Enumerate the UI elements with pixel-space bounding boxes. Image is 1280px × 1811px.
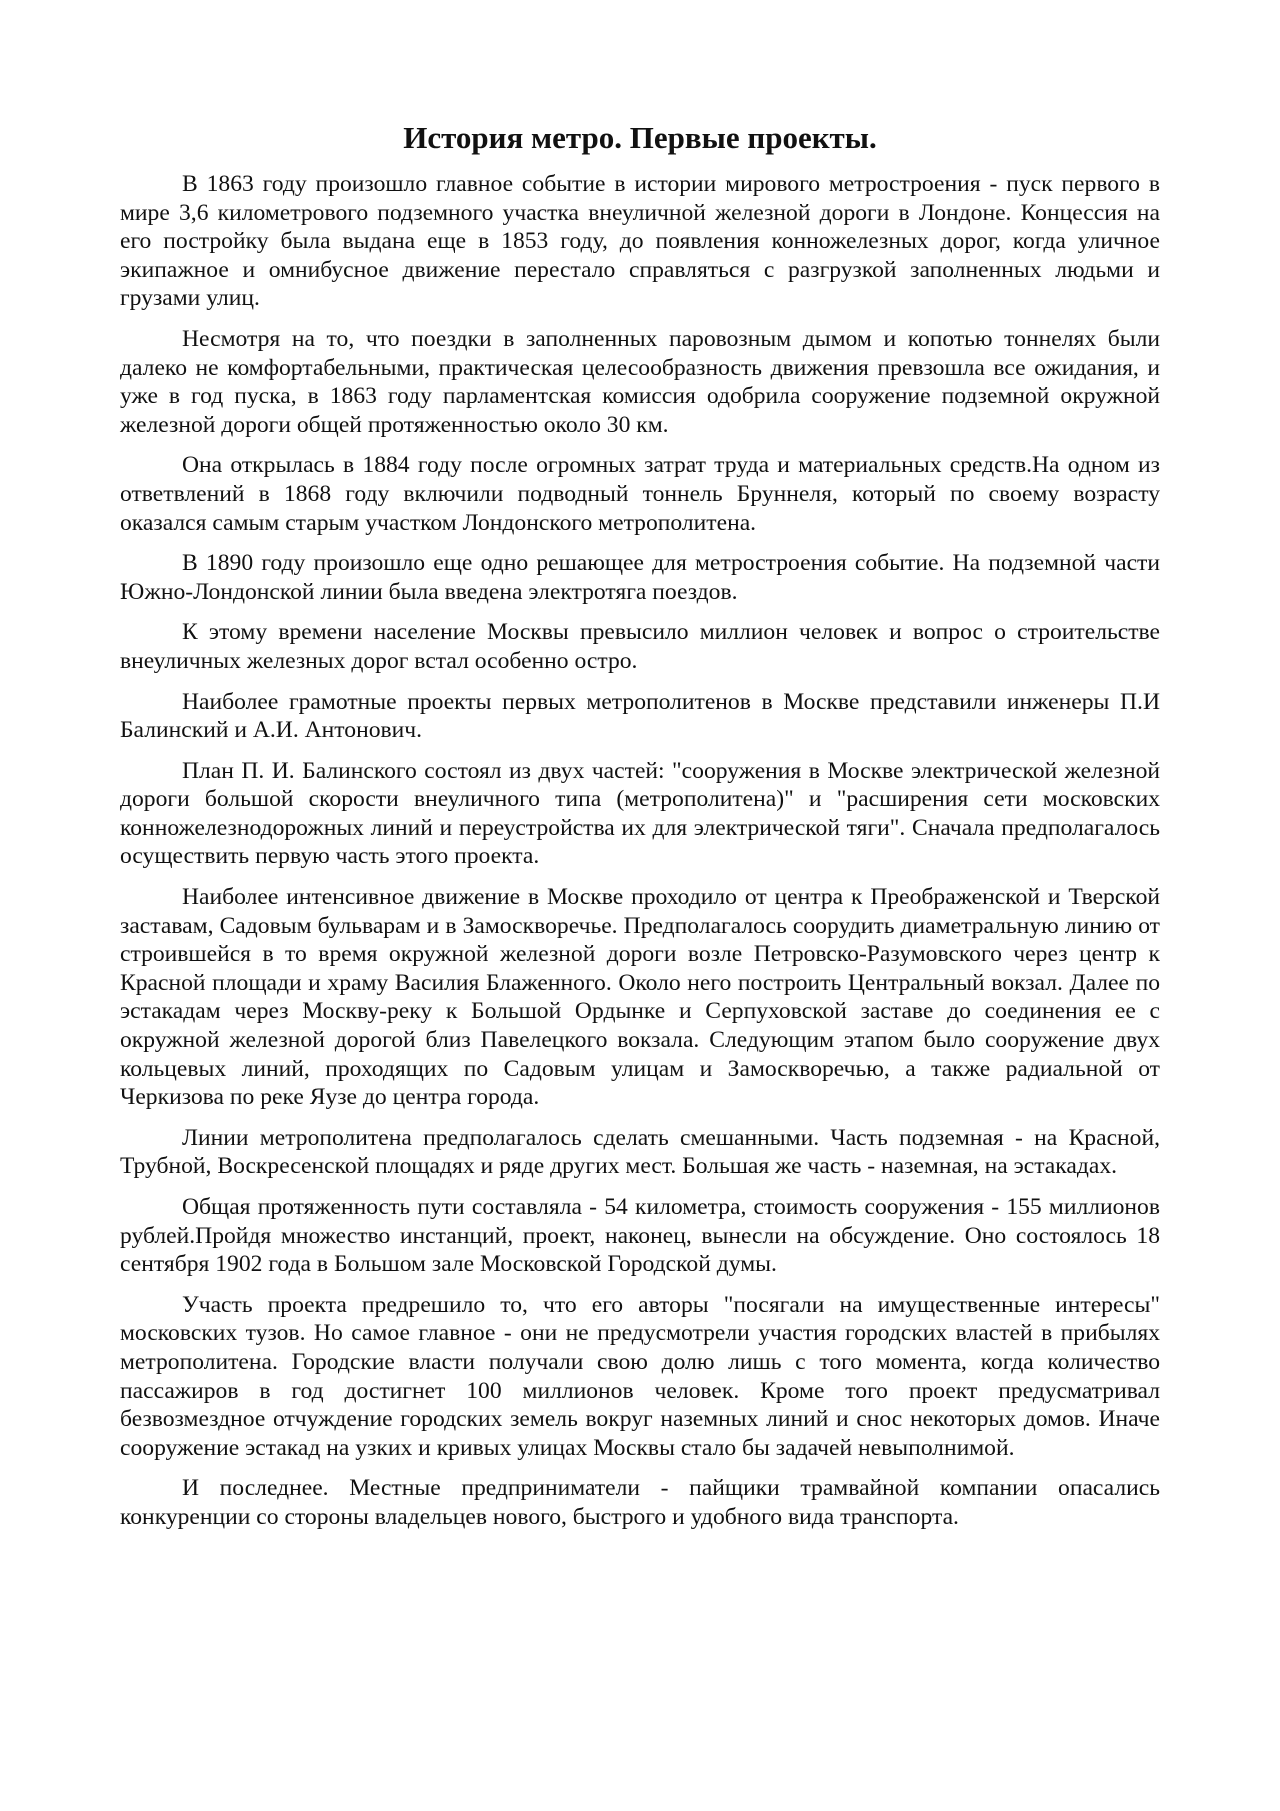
paragraph-12: И последнее. Местные предприниматели - пайщики трамвайной компании опасались конкуренции со стороны владельцев нового, быстрого и удобного вида транспорта.: [120, 1475, 1160, 1530]
paragraph-7: План П. И. Балинского состоял из двух частей: "сооружения в Москве электрической железной дороги большой скорости внеуличного типа (метрополитена)" и "расширения сети московских конножелезнодорожных линий и переустройства их для электрической тяги". Сначала предполагалось осуществить первую часть этого проекта.: [120, 757, 1160, 870]
paragraph-3: Она открылась в 1884 году после огромных затрат труда и материальных средств.На одном из ответвлений в 1868 году включили подводный тоннель Бруннеля, который по своему возрасту оказался самым старым участком Лондонского метрополитена.: [120, 452, 1160, 536]
paragraph-6: Наиболее грамотные проекты первых метрополитенов в Москве представили инженеры П.И Балинский и А.И. Антонович.: [120, 688, 1160, 744]
document-page: [120, 118, 1160, 1544]
document-title: История метро. Первые проекты.: [403, 120, 877, 155]
paragraph-2: Несмотря на то, что поездки в заполненных паровозным дымом и копотью тоннелях были далеко не комфортабельными, практическая целесообразность движения превзошла все ожидания, и уже в год пуска, в 1863 году парламентская комиссия одобрила сооружение подземной окружной железной дороги общей протяженностью около 30 км.: [120, 325, 1160, 438]
paragraph-1: В 1863 году произошло главное событие в истории мирового метростроения - пуск первого в мире 3,6 километрового подземного участка внеуличной железной дороги в Лондоне. Концессия на его постройку была выдана еще в 1853 году, до появления конножелезных дорог, когда уличное экипажное и омнибусное движение перестало справляться с разгрузкой заполненных людьми и грузами улиц.: [120, 171, 1160, 312]
paragraph-10: Общая протяженность пути составляла - 54 километра, стоимость сооружения - 155 миллионов рублей.Пройдя множество инстанций, проект, наконец, вынесли на обсуждение. Оно состоялось 18 сентября 1902 года в Большом зале Московской Городской думы.: [120, 1194, 1160, 1278]
paragraph-8: Наиболее интенсивное движение в Москве проходило от центра к Преображенской и Тверской заставам, Садовым бульварам и в Замоскворечье. Предполагалось соорудить диаметральную линию от строившейся в то время окружной железной дороги возле Петровско-Разумовского через центр к Красной площади и храму Василия Блаженного. Около него построить Центральный вокзал. Далее по эстакадам через Москву-реку к Большой Ордынке и Серпуховской заставе до соединения ее с окружной железной дорогой близ Павелецкого вокзала. Следующим этапом было сооружение двух кольцевых линий, проходящих по Садовым улицам и Замоскворечью, а также радиальной от Черкизова по реке Яузе до центра города.: [120, 884, 1160, 1111]
paragraph-5: К этому времени население Москвы превысило миллион человек и вопрос о строительстве внеуличных железных дорог встал особенно остро.: [120, 619, 1160, 674]
paragraph-4: В 1890 году произошло еще одно решающее для метростроения событие. На подземной части Южно-Лондонской линии была введена электротяга поездов.: [120, 550, 1160, 605]
paragraph-11: Участь проекта предрешило то, что его авторы "посягали на имущественные интересы" московских тузов. Но самое главное - они не предусмотрели участия городских властей в прибылях метрополитена. Городские власти получали свою долю лишь с того момента, когда количество пассажиров в год достигнет 100 миллионов человек. Кроме того проект предусматривал безвозмездное отчуждение городских земель вокруг наземных линий и снос некоторых домов. Иначе сооружение эстакад на узких и кривых улицах Москвы стало бы задачей невыполнимой.: [120, 1291, 1160, 1461]
paragraph-9: Линии метрополитена предполагалось сделать смешанными. Часть подземная - на Красной, Трубной, Воскресенской площадях и ряде других мест. Большая же часть - наземная, на эстакадах.: [120, 1124, 1160, 1180]
